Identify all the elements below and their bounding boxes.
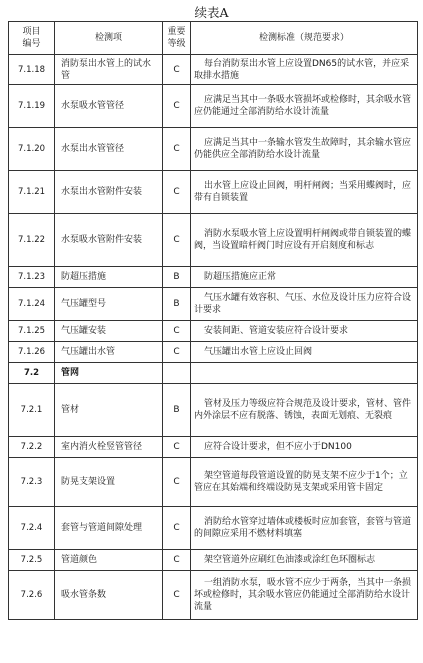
row-id: 7.2.4 <box>9 507 55 550</box>
row-id: 7.2.3 <box>9 458 55 507</box>
row-name: 防晃支架设置 <box>55 458 163 507</box>
row-id: 7.2.6 <box>9 571 55 620</box>
row-name: 管道颜色 <box>55 550 163 571</box>
table-row <box>9 550 418 571</box>
row-name: 气压罐型号 <box>55 288 163 321</box>
table-row <box>9 85 418 128</box>
header-inspection-item: 检测项 <box>55 22 163 55</box>
row-id: 7.2.2 <box>9 437 55 458</box>
row-grade: C <box>163 571 191 620</box>
row-standard: 应满足当其中一条输水管发生故障时，其余输水管应仍能供应全部消防给水设计流量 <box>191 128 418 171</box>
section-name: 管网 <box>55 363 163 384</box>
row-standard: 应符合设计要求，但不应小于DN100 <box>191 437 418 458</box>
row-grade: C <box>163 55 191 85</box>
row-grade: C <box>163 214 191 267</box>
row-standard: 消防水泵吸水管上应设置明杆闸阀或带自锁装置的蝶阀，当设置暗杆阀门时应设有开启刻度和标志 <box>191 214 418 267</box>
row-grade <box>163 363 191 384</box>
row-grade: C <box>163 550 191 571</box>
table-row <box>9 507 418 550</box>
row-name: 室内消火栓竖管管径 <box>55 437 163 458</box>
row-standard: 架空管道每段管道设置的防晃支架不应少于1个；立管应在其始端和终端设防晃支架或采用管卡固定 <box>191 458 418 507</box>
row-standard: 气压水罐有效容积、气压、水位及设计压力应符合设计要求 <box>191 288 418 321</box>
row-id: 7.1.18 <box>9 55 55 85</box>
table-row <box>9 288 418 321</box>
row-standard: 安装间距、管道安装应符合设计要求 <box>191 321 418 342</box>
row-grade: C <box>163 85 191 128</box>
row-grade: C <box>163 458 191 507</box>
row-name: 水泵出水管附件安装 <box>55 171 163 214</box>
section-row <box>9 363 418 384</box>
row-name: 气压罐出水管 <box>55 342 163 363</box>
row-id: 7.1.22 <box>9 214 55 267</box>
table-row <box>9 55 418 85</box>
row-id: 7.2.1 <box>9 384 55 437</box>
row-standard: 出水管上应设止回阀，明杆闸阀；当采用蝶阀时，应带有自锁装置 <box>191 171 418 214</box>
row-name: 水泵吸水管管径 <box>55 85 163 128</box>
row-grade: B <box>163 288 191 321</box>
row-id: 7.2.5 <box>9 550 55 571</box>
row-grade: B <box>163 267 191 288</box>
row-standard: 消防给水管穿过墙体或楼板时应加套管，套管与管道的间隙应采用不燃材料填塞 <box>191 507 418 550</box>
table-row <box>9 321 418 342</box>
row-standard: 每台消防泵出水管上应设置DN65的试水管，并应采取排水措施 <box>191 55 418 85</box>
table-row <box>9 128 418 171</box>
row-grade: C <box>163 342 191 363</box>
row-name: 套管与管道间隙处理 <box>55 507 163 550</box>
row-standard: 架空管道外应刷红色油漆或涂红色环圈标志 <box>191 550 418 571</box>
row-name: 消防泵出水管上的试水管 <box>55 55 163 85</box>
row-name: 防超压措施 <box>55 267 163 288</box>
row-standard: 管材及压力等级应符合规范及设计要求，管材、管件内外涂层不应有脱落、锈蚀，表面无划痕、无裂痕 <box>191 384 418 437</box>
table-row <box>9 571 418 620</box>
row-grade: B <box>163 384 191 437</box>
row-standard <box>191 363 418 384</box>
section-id: 7.2 <box>9 363 55 384</box>
row-standard: 一组消防水泵，吸水管不应少于两条，当其中一条损坏或检修时，其余吸水管应仍能通过全部消防给水设计流量 <box>191 571 418 620</box>
table-row <box>9 214 418 267</box>
row-id: 7.1.24 <box>9 288 55 321</box>
row-standard: 防超压措施应正常 <box>191 267 418 288</box>
row-name: 水泵出水管管径 <box>55 128 163 171</box>
row-name: 吸水管条数 <box>55 571 163 620</box>
row-id: 7.1.25 <box>9 321 55 342</box>
row-standard: 气压罐出水管上应设止回阀 <box>191 342 418 363</box>
row-name: 管材 <box>55 384 163 437</box>
row-grade: C <box>163 171 191 214</box>
table-row <box>9 458 418 507</box>
row-grade: C <box>163 507 191 550</box>
row-id: 7.1.19 <box>9 85 55 128</box>
header-row <box>9 22 418 55</box>
header-importance-level: 重要 等级 <box>163 22 191 55</box>
row-name: 气压罐安装 <box>55 321 163 342</box>
header-standard: 检测标准（规范要求） <box>191 22 418 55</box>
row-standard: 应满足当其中一条吸水管损坏或检修时，其余吸水管应仍能通过全部消防给水设计流量 <box>191 85 418 128</box>
row-id: 7.1.26 <box>9 342 55 363</box>
row-grade: C <box>163 321 191 342</box>
table-row <box>9 171 418 214</box>
header-item-number: 项目 编号 <box>9 22 55 55</box>
table-row <box>9 384 418 437</box>
table-caption: 续表A <box>194 5 229 20</box>
table-row <box>9 342 418 363</box>
table-row <box>9 267 418 288</box>
row-id: 7.1.20 <box>9 128 55 171</box>
row-name: 水泵吸水管附件安装 <box>55 214 163 267</box>
row-id: 7.1.23 <box>9 267 55 288</box>
row-grade: C <box>163 437 191 458</box>
row-id: 7.1.21 <box>9 171 55 214</box>
table-row <box>9 437 418 458</box>
row-grade: C <box>163 128 191 171</box>
inspection-table <box>8 21 418 620</box>
